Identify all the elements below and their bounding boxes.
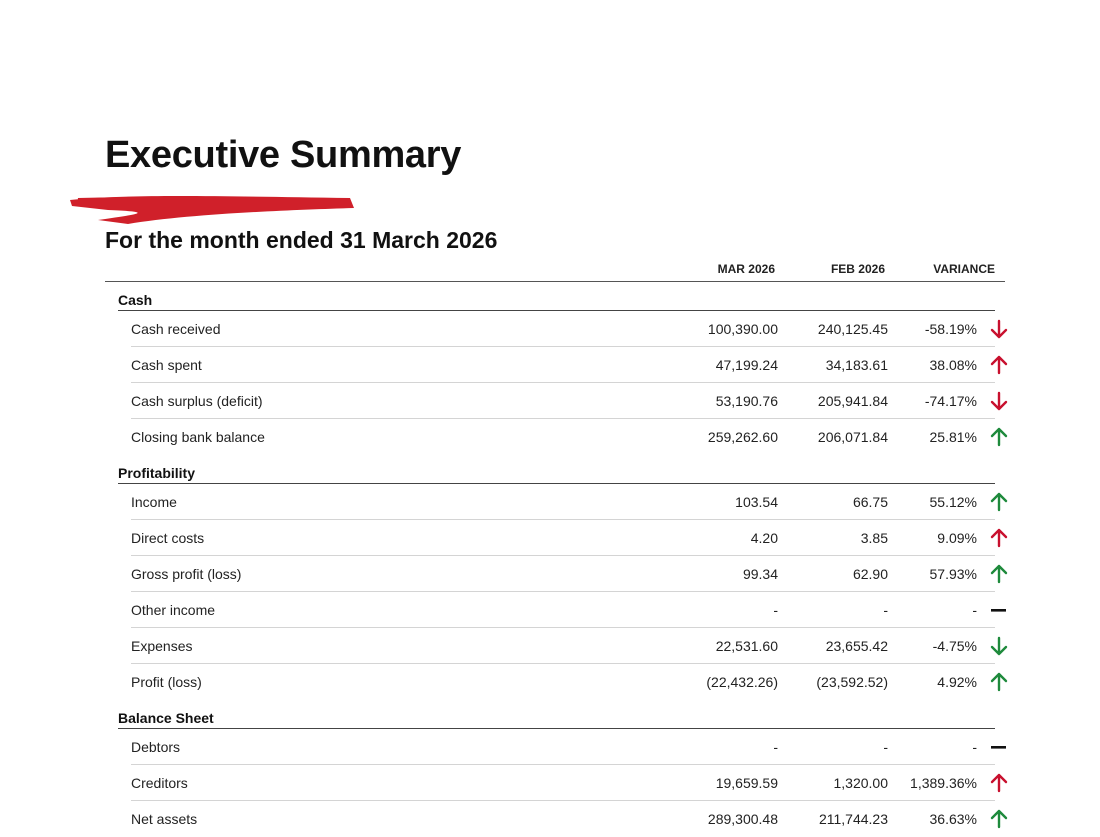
page-title: Executive Summary	[105, 134, 462, 176]
table-row	[118, 520, 995, 556]
section-profitability	[105, 455, 1005, 700]
value-mar: 22,531.60	[715, 638, 778, 654]
value-variance: 36.63%	[929, 811, 977, 827]
value-mar: 53,190.76	[715, 393, 778, 409]
value-mar: 103.54	[735, 494, 778, 510]
value-feb: -	[883, 739, 888, 755]
report-period: For the month ended 31 March 2026	[105, 227, 498, 253]
table-row	[118, 628, 995, 664]
value-variance: -	[972, 739, 977, 755]
value-feb: 62.90	[852, 566, 888, 582]
row-label: Income	[131, 494, 177, 510]
arrow-up-icon	[990, 672, 1008, 692]
value-feb: 205,941.84	[817, 393, 888, 409]
section-title: Cash	[118, 282, 995, 311]
value-variance: 4.92%	[937, 674, 977, 690]
arrow-down-icon	[990, 391, 1008, 411]
row-label: Profit (loss)	[131, 674, 202, 690]
value-feb: 23,655.42	[825, 638, 888, 654]
value-mar: 289,300.48	[707, 811, 778, 827]
table-row	[118, 419, 995, 455]
value-variance: 1,389.36%	[910, 775, 977, 791]
row-label: Gross profit (loss)	[131, 566, 242, 582]
row-label: Debtors	[131, 739, 181, 755]
value-mar: -	[773, 739, 778, 755]
arrow-up-icon	[990, 773, 1008, 793]
arrow-down-icon	[990, 636, 1008, 656]
row-label: Closing bank balance	[131, 429, 265, 445]
table-row	[118, 347, 995, 383]
column-header-variance: VARIANCE	[933, 262, 995, 276]
table-row	[118, 729, 995, 765]
value-mar: (22,432.26)	[706, 674, 778, 690]
value-feb: 34,183.61	[825, 357, 888, 373]
table-row	[118, 765, 995, 801]
value-variance: -4.75%	[932, 638, 977, 654]
value-mar: 47,199.24	[715, 357, 778, 373]
row-label: Creditors	[131, 775, 188, 791]
section-title: Profitability	[118, 455, 995, 484]
row-label: Other income	[131, 602, 216, 618]
value-mar: 100,390.00	[707, 321, 778, 337]
value-variance: 9.09%	[937, 530, 977, 546]
value-variance: -	[972, 602, 977, 618]
value-variance: 57.93%	[929, 566, 977, 582]
value-variance: 55.12%	[929, 494, 977, 510]
section-cash	[105, 282, 1005, 455]
section-balance-sheet	[105, 700, 1005, 837]
value-variance: -74.17%	[924, 393, 977, 409]
table-row	[118, 664, 995, 700]
arrow-up-icon	[990, 427, 1008, 447]
table-row	[118, 484, 995, 520]
value-feb: -	[883, 602, 888, 618]
row-label: Direct costs	[131, 530, 205, 546]
table-row	[118, 801, 995, 837]
value-mar: -	[773, 602, 778, 618]
arrow-up-icon	[990, 355, 1008, 375]
row-label: Expenses	[131, 638, 193, 654]
value-variance: 25.81%	[929, 429, 977, 445]
table-row	[118, 383, 995, 419]
value-feb: (23,592.52)	[816, 674, 888, 690]
value-mar: 99.34	[742, 566, 778, 582]
arrow-down-icon	[990, 319, 1008, 339]
value-feb: 1,320.00	[833, 775, 888, 791]
table-header	[105, 256, 1005, 282]
table-row	[118, 311, 995, 347]
arrow-up-icon	[990, 564, 1008, 584]
section-title: Balance Sheet	[118, 700, 995, 729]
value-feb: 3.85	[860, 530, 888, 546]
table-row	[118, 556, 995, 592]
row-label: Cash surplus (deficit)	[131, 393, 263, 409]
value-mar: 4.20	[750, 530, 778, 546]
value-feb: 240,125.45	[817, 321, 888, 337]
arrow-up-icon	[990, 492, 1008, 512]
column-header-feb: FEB 2026	[830, 262, 885, 276]
value-feb: 206,071.84	[817, 429, 888, 445]
row-label: Cash received	[131, 321, 221, 337]
row-label: Net assets	[131, 811, 198, 827]
dash-icon	[990, 600, 1008, 620]
value-variance: -58.19%	[924, 321, 977, 337]
arrow-up-icon	[990, 528, 1008, 548]
row-label: Cash spent	[131, 357, 202, 373]
value-feb: 211,744.23	[818, 811, 888, 827]
summary-table	[105, 256, 1005, 837]
table-row	[118, 592, 995, 628]
value-feb: 66.75	[852, 494, 888, 510]
value-mar: 19,659.59	[715, 775, 778, 791]
value-mar: 259,262.60	[707, 429, 778, 445]
dash-icon	[990, 737, 1008, 757]
value-variance: 38.08%	[929, 357, 977, 373]
column-header-mar: MAR 2026	[717, 262, 775, 276]
redaction-scribble	[68, 190, 358, 228]
arrow-up-icon	[990, 809, 1008, 829]
